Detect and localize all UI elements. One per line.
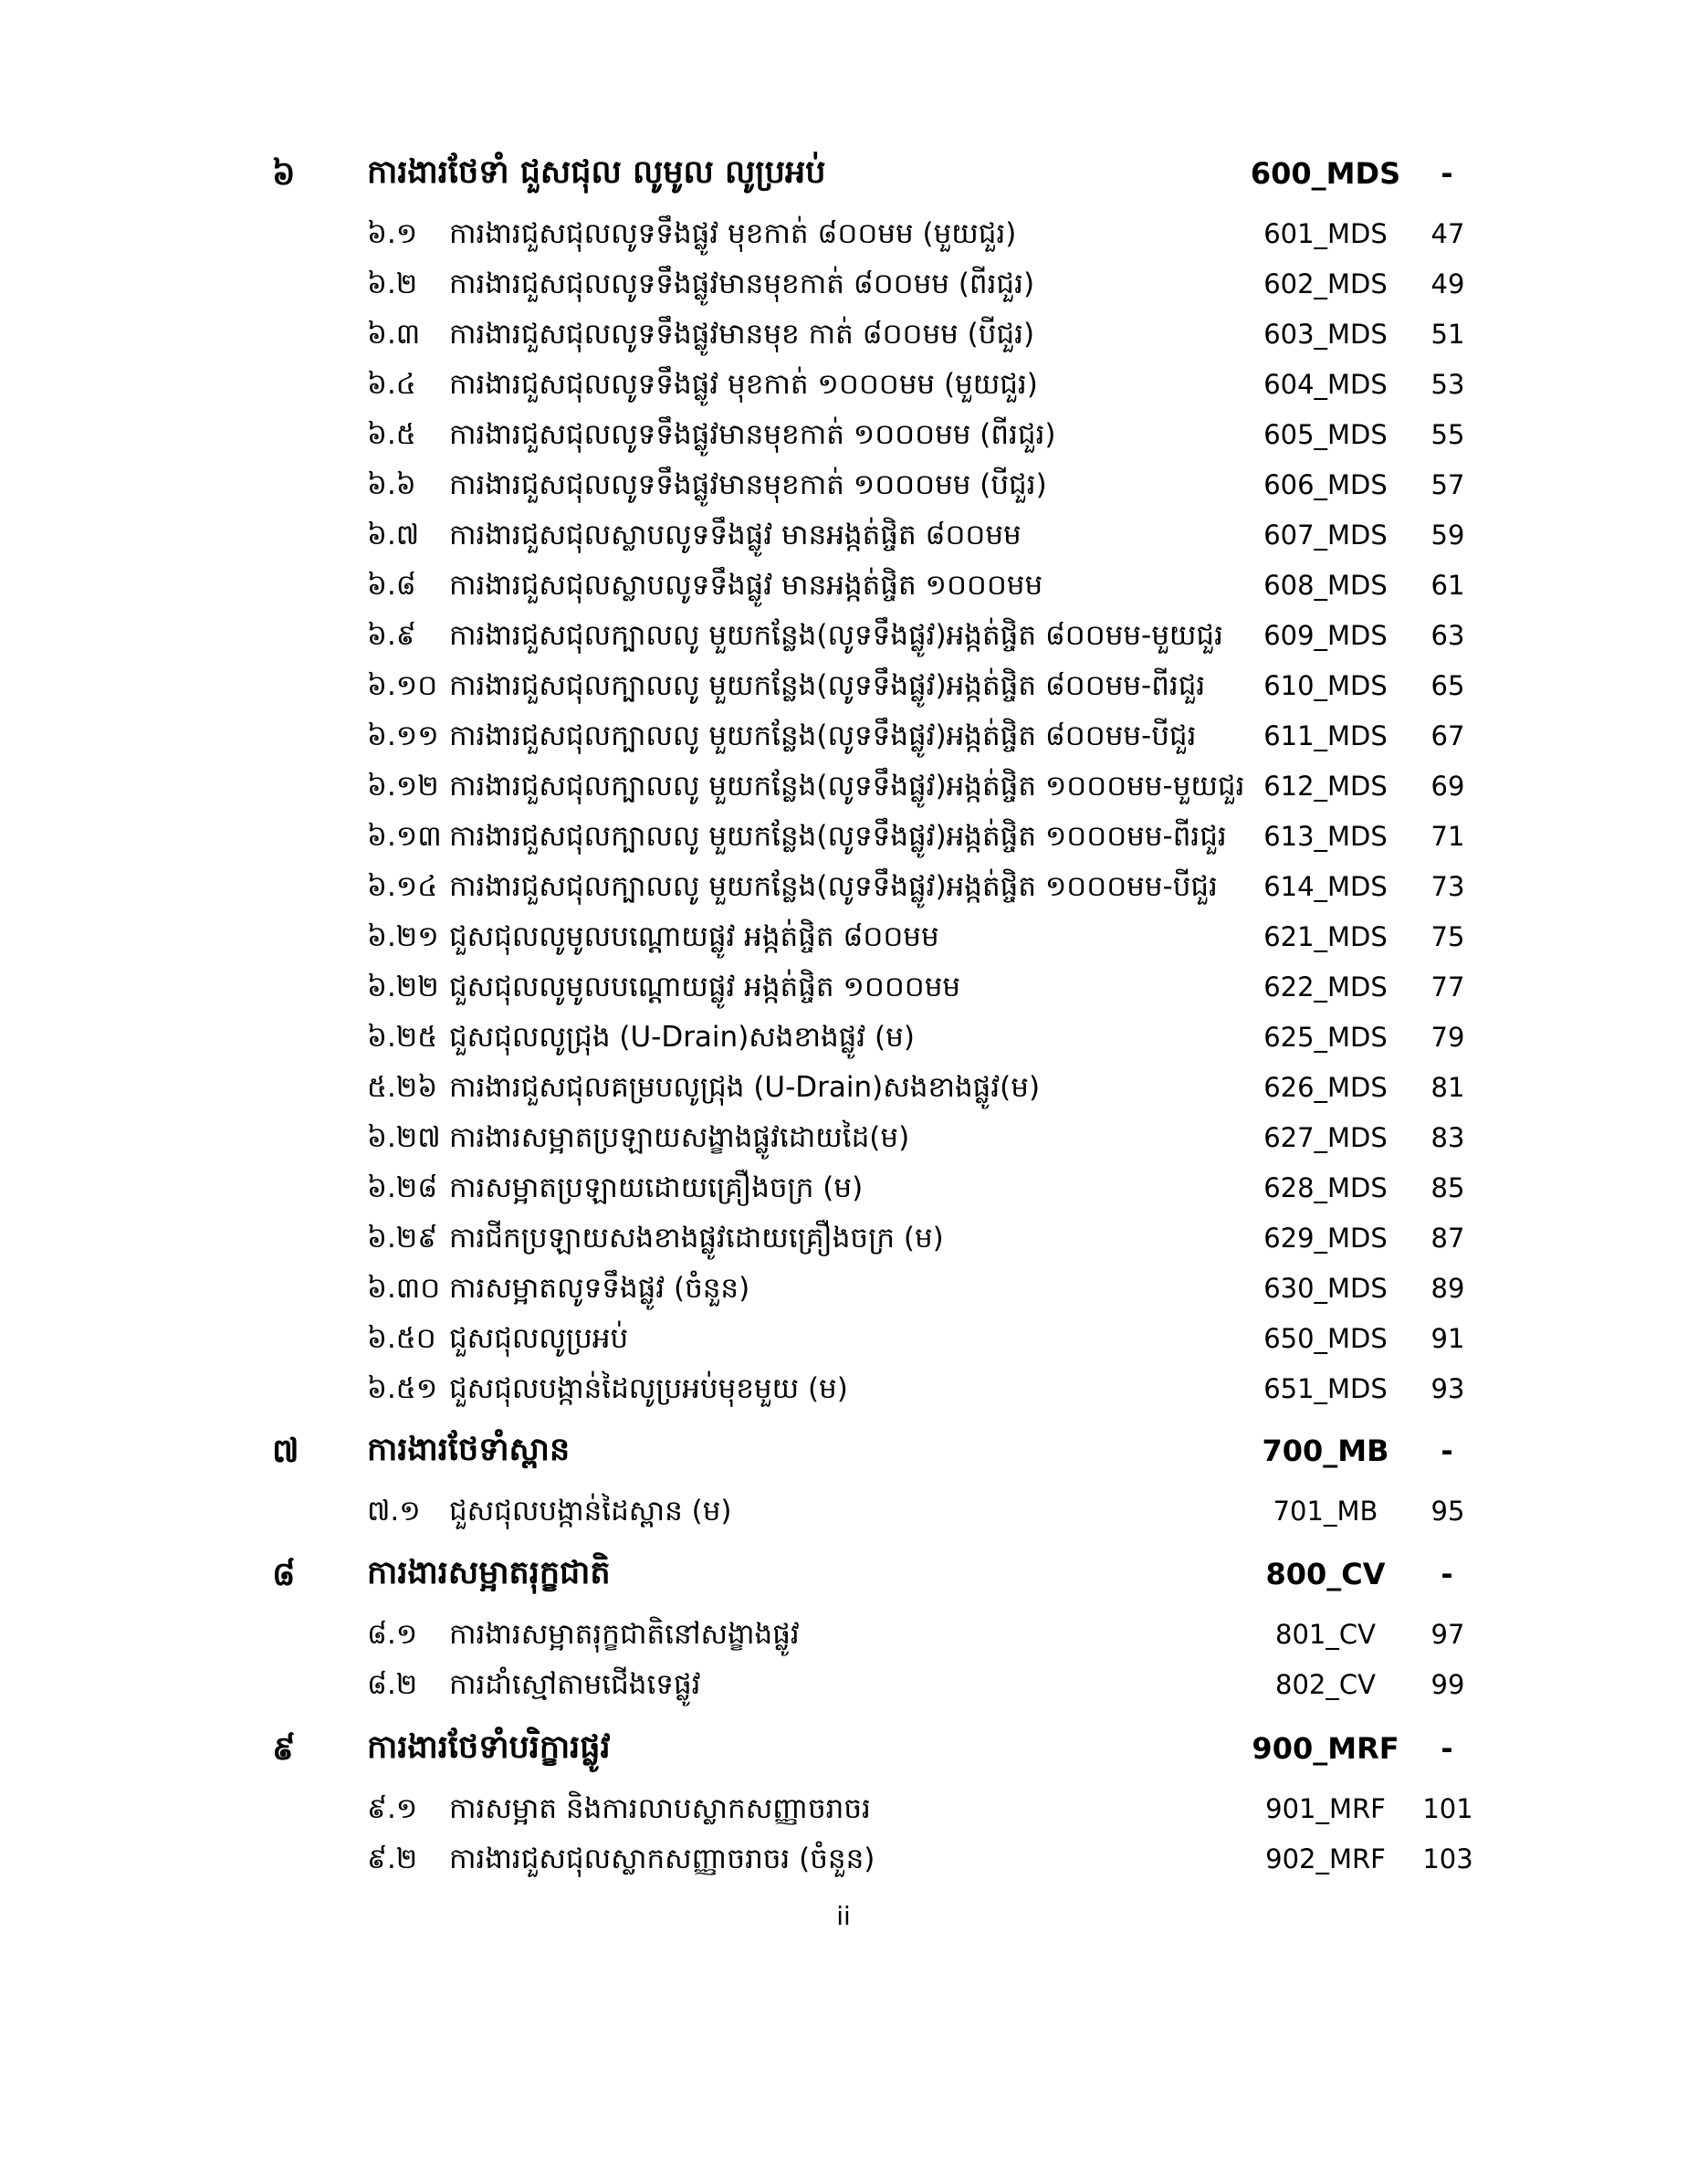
entry-page: 53 bbox=[1430, 369, 1465, 400]
toc-entry bbox=[0, 862, 1687, 912]
entry-page: 57 bbox=[1430, 469, 1465, 500]
toc-entry bbox=[0, 1314, 1687, 1364]
entry-title: ជួសជុលបង្កាន់ដៃលូប្រអប់មុខមួយ (ម) bbox=[449, 1372, 848, 1405]
page-number: ii bbox=[836, 1901, 851, 1931]
entry-number: ៦.២៩ bbox=[367, 1222, 438, 1255]
entry-number: ៦.៥១ bbox=[367, 1372, 438, 1405]
entry-page: 81 bbox=[1430, 1072, 1465, 1103]
entry-code: 802_CV bbox=[1275, 1669, 1376, 1700]
entry-code: 609_MDS bbox=[1263, 620, 1388, 651]
entry-title: ជួសជុលលូជ្រុង (U-Drain)សងខាងផ្លូវ (ម) bbox=[449, 1021, 915, 1054]
entry-page: 73 bbox=[1430, 871, 1465, 902]
entry-number: ៨.២ bbox=[367, 1668, 418, 1701]
entry-code: 611_MDS bbox=[1263, 720, 1388, 751]
entry-number: ៦.២ bbox=[367, 268, 418, 300]
toc-section-8 bbox=[0, 1549, 1687, 1710]
section-title: ការងារថែទាំបរិក្ខារផ្លូវ bbox=[367, 1729, 611, 1766]
entry-page: 59 bbox=[1430, 520, 1465, 551]
entry-page: 75 bbox=[1430, 921, 1465, 952]
entry-title: ការជីកប្រឡាយសងខាងផ្លូវដោយគ្រឿងចក្រ (ម) bbox=[449, 1222, 944, 1255]
entry-page: 101 bbox=[1422, 1793, 1473, 1824]
entry-page: 69 bbox=[1430, 771, 1465, 802]
section-heading bbox=[0, 149, 1687, 209]
entry-number: ៦.៥០ bbox=[367, 1322, 436, 1355]
entry-title: ការងារជួសជុលក្បាលលូ មួយកន្លែង(លូទទឹងផ្លូវ)អង្កត់ផ្ចិត ៨០០មម-មួយជួរ bbox=[449, 619, 1223, 652]
toc-entry bbox=[0, 1063, 1687, 1113]
entry-number: ៦.២៨ bbox=[367, 1171, 438, 1204]
toc-entry bbox=[0, 661, 1687, 711]
entry-title: ការងារជួសជុលក្បាលលូ មួយកន្លែង(លូទទឹងផ្លូវ)អង្កត់ផ្ចិត ១០០០មម-ពីរជួរ bbox=[449, 820, 1227, 853]
entry-page: 97 bbox=[1430, 1619, 1465, 1650]
section-title: ការងារថែទាំស្ពាន bbox=[367, 1432, 571, 1468]
entry-code: 610_MDS bbox=[1263, 670, 1388, 701]
section-heading bbox=[0, 1549, 1687, 1610]
toc-section-6 bbox=[0, 149, 1687, 1414]
section-number: ៨ bbox=[272, 1556, 296, 1593]
entry-title: ជួសជុលបង្កាន់ដៃស្ពាន (ម) bbox=[449, 1495, 732, 1528]
entry-page: 63 bbox=[1430, 620, 1465, 651]
entry-page: 77 bbox=[1430, 971, 1465, 1003]
entry-number: ៧.១ bbox=[367, 1495, 421, 1528]
entry-code: 604_MDS bbox=[1263, 369, 1388, 400]
entry-number: ៦.១៤ bbox=[367, 870, 438, 903]
entry-title: ការងារជួសជុលលូទទឹងផ្លូវមានមុខកាត់ ៨០០មម (ពីរជួរ) bbox=[449, 268, 1035, 300]
entry-number: ៦.២២ bbox=[367, 971, 439, 1003]
entry-number: ៦.៤ bbox=[367, 368, 416, 401]
entry-title: ការងារជួសជុលក្បាលលូ មួយកន្លែង(លូទទឹងផ្លូវ)អង្កត់ផ្ចិត ៨០០មម-បីជួរ bbox=[449, 719, 1197, 752]
toc-entry bbox=[0, 1834, 1687, 1885]
section-heading bbox=[0, 1724, 1687, 1784]
toc-entry bbox=[0, 1486, 1687, 1537]
toc-section-9 bbox=[0, 1724, 1687, 1885]
entry-code: 801_CV bbox=[1275, 1619, 1376, 1650]
entry-code: 606_MDS bbox=[1263, 469, 1388, 500]
entry-title: ការងារជួសជុលស្លាបលូទទឹងផ្លូវ មានអង្កត់ផ្ចិត ១០០០មម bbox=[449, 569, 1043, 602]
toc-entry bbox=[0, 1610, 1687, 1660]
entry-number: ៦.២៧ bbox=[367, 1121, 441, 1154]
toc-entry bbox=[0, 1660, 1687, 1710]
entry-title: ជួសជុលលូមូលបណ្តោយផ្លូវ អង្កត់ផ្ចិត ១០០០មម bbox=[449, 971, 961, 1003]
entry-number: ៦.៥ bbox=[367, 418, 416, 451]
entry-code: 614_MDS bbox=[1263, 871, 1388, 902]
entry-code: 603_MDS bbox=[1263, 319, 1388, 350]
toc-entry bbox=[0, 410, 1687, 460]
entry-title: ការងារសម្អាតប្រឡាយសង្ខាងផ្លូវដោយដៃ(ម) bbox=[449, 1121, 910, 1154]
toc-entry bbox=[0, 812, 1687, 862]
section-title: ការងារថែទាំ ជួសជុល លូមូល លូប្រអប់ bbox=[367, 154, 826, 191]
entry-code: 601_MDS bbox=[1263, 218, 1388, 249]
entry-title: ការងារជួសជុលលូទទឹងផ្លូវមានមុខ កាត់ ៨០០មម (បីជួរ) bbox=[449, 318, 1035, 351]
toc-entry bbox=[0, 360, 1687, 410]
entry-page: 65 bbox=[1430, 670, 1465, 701]
entry-number: ៩.២ bbox=[367, 1843, 418, 1875]
entry-number: ៦.២៥ bbox=[367, 1021, 438, 1054]
entry-page: 93 bbox=[1430, 1373, 1465, 1404]
entry-code: 630_MDS bbox=[1263, 1273, 1388, 1304]
entry-title: ការងារជួសជុលក្បាលលូ មួយកន្លែង(លូទទឹងផ្លូវ)អង្កត់ផ្ចិត ១០០០មម-បីជួរ bbox=[449, 870, 1218, 903]
entry-title: ការងារជួសជុលលូទទឹងផ្លូវ មុខកាត់ ១០០០មម (មួយជួរ) bbox=[449, 368, 1038, 401]
entry-page: 55 bbox=[1430, 419, 1465, 450]
toc-entry bbox=[0, 460, 1687, 510]
entry-page: 83 bbox=[1430, 1122, 1465, 1153]
entry-number: ៨.១ bbox=[367, 1618, 418, 1651]
entry-number: ៩.១ bbox=[367, 1792, 418, 1825]
toc-entry bbox=[0, 761, 1687, 812]
toc-entry bbox=[0, 611, 1687, 661]
section-page: - bbox=[1441, 1557, 1453, 1591]
entry-number: ៦.៧ bbox=[367, 519, 420, 551]
toc-entry bbox=[0, 1163, 1687, 1213]
entry-number: ៦.៨ bbox=[367, 569, 416, 602]
toc-section-7 bbox=[0, 1426, 1687, 1537]
entry-title: ការងារជួសជុលក្បាលលូ មួយកន្លែង(លូទទឹងផ្លូវ)អង្កត់ផ្ចិត ១០០០មម-មួយជួរ bbox=[449, 770, 1245, 803]
toc-entry bbox=[0, 1113, 1687, 1163]
toc-entry bbox=[0, 1364, 1687, 1414]
entry-number: ៦.១ bbox=[367, 217, 418, 250]
entry-code: 622_MDS bbox=[1263, 971, 1388, 1003]
entry-code: 625_MDS bbox=[1263, 1022, 1388, 1053]
toc-entry bbox=[0, 1213, 1687, 1264]
entry-code: 902_MRF bbox=[1265, 1843, 1386, 1874]
entry-code: 605_MDS bbox=[1263, 419, 1388, 450]
entry-title: ការសម្អាតលូទទឹងផ្លូវ (ចំនួន) bbox=[449, 1272, 750, 1305]
entry-number: ៦.៩ bbox=[367, 619, 416, 652]
section-page: - bbox=[1441, 1731, 1453, 1766]
entry-title: ការងារជួសជុលស្លាកសញ្ញាចរាចរ (ចំនួន) bbox=[449, 1843, 875, 1875]
entry-code: 650_MDS bbox=[1263, 1323, 1388, 1354]
section-page: - bbox=[1441, 156, 1453, 191]
section-heading bbox=[0, 1426, 1687, 1486]
entry-code: 613_MDS bbox=[1263, 821, 1388, 852]
entry-number: ៦.៣ bbox=[367, 318, 421, 351]
entry-number: ៥.២៦ bbox=[367, 1071, 438, 1104]
entry-code: 612_MDS bbox=[1263, 771, 1388, 802]
entry-title: ការងារជួសជុលលូទទឹងផ្លូវមានមុខកាត់ ១០០០មម (បីជួរ) bbox=[449, 468, 1047, 501]
entry-number: ៦.២១ bbox=[367, 920, 439, 953]
entry-title: ការដាំស្មៅតាមជើងទេផ្លូវ bbox=[449, 1668, 701, 1701]
entry-code: 602_MDS bbox=[1263, 268, 1388, 299]
entry-code: 901_MRF bbox=[1265, 1793, 1386, 1824]
entry-title: ការងារជួសជុលលូទទឹងផ្លូវមានមុខកាត់ ១០០០មម (ពីរជួរ) bbox=[449, 418, 1056, 451]
entry-title: ជួសជុលលូប្រអប់ bbox=[449, 1322, 629, 1355]
entry-code: 627_MDS bbox=[1263, 1122, 1388, 1153]
entry-title: ការសម្អាតប្រឡាយដោយគ្រឿងចក្រ (ម) bbox=[449, 1171, 864, 1204]
entry-page: 95 bbox=[1430, 1496, 1465, 1527]
section-page: - bbox=[1441, 1433, 1453, 1468]
entry-page: 85 bbox=[1430, 1172, 1465, 1203]
entry-page: 79 bbox=[1430, 1022, 1465, 1053]
entry-title: ការសម្អាត និងការលាបស្លាកសញ្ញាចរាចរ bbox=[449, 1792, 871, 1825]
entry-title: ការងារជួសជុលគម្របលូជ្រុង (U-Drain)សងខាងផ្លូវ(ម) bbox=[449, 1071, 1041, 1104]
toc-entry bbox=[0, 1013, 1687, 1063]
section-code: 800_CV bbox=[1265, 1557, 1386, 1591]
entry-page: 87 bbox=[1430, 1223, 1465, 1254]
entry-number: ៦.១៣ bbox=[367, 820, 442, 853]
entry-title: ការងារជួសជុលលូទទឹងផ្លូវ មុខកាត់ ៨០០មម (មួយជួរ) bbox=[449, 217, 1017, 250]
section-title: ការងារសម្អាតរុក្ខជាតិ bbox=[367, 1555, 611, 1591]
section-number: ៧ bbox=[272, 1433, 299, 1470]
entry-code: 651_MDS bbox=[1263, 1373, 1388, 1404]
entry-page: 51 bbox=[1430, 319, 1465, 350]
toc-entry bbox=[0, 259, 1687, 310]
entry-page: 67 bbox=[1430, 720, 1465, 751]
entry-page: 103 bbox=[1422, 1843, 1473, 1874]
section-code: 600_MDS bbox=[1250, 156, 1401, 191]
toc-entry bbox=[0, 310, 1687, 360]
entry-page: 71 bbox=[1430, 821, 1465, 852]
section-number: ៩ bbox=[272, 1730, 296, 1768]
toc-entry bbox=[0, 912, 1687, 962]
entry-page: 61 bbox=[1430, 570, 1465, 601]
entry-code: 626_MDS bbox=[1263, 1072, 1388, 1103]
entry-page: 49 bbox=[1430, 268, 1465, 299]
entry-page: 47 bbox=[1430, 218, 1465, 249]
entry-code: 628_MDS bbox=[1263, 1172, 1388, 1203]
entry-title: ការងារសម្អាតរុក្ខជាតិនៅសង្ខាងផ្លូវ bbox=[449, 1618, 800, 1651]
section-code: 900_MRF bbox=[1252, 1731, 1399, 1766]
entry-number: ៦.៦ bbox=[367, 468, 416, 501]
entry-number: ៦.១២ bbox=[367, 770, 439, 803]
entry-code: 621_MDS bbox=[1263, 921, 1388, 952]
toc-entry bbox=[0, 711, 1687, 761]
toc-entry bbox=[0, 962, 1687, 1013]
entry-title: ជួសជុលលូមូលបណ្តោយផ្លូវ អង្កត់ផ្ចិត ៨០០មម bbox=[449, 920, 939, 953]
toc-entry bbox=[0, 209, 1687, 259]
toc-entry bbox=[0, 1264, 1687, 1314]
entry-number: ៦.៣០ bbox=[367, 1272, 441, 1305]
entry-page: 99 bbox=[1430, 1669, 1465, 1700]
entry-code: 607_MDS bbox=[1263, 520, 1388, 551]
entry-code: 701_MB bbox=[1273, 1496, 1378, 1527]
entry-number: ៦.១០ bbox=[367, 669, 438, 702]
entry-page: 91 bbox=[1430, 1323, 1465, 1354]
entry-code: 608_MDS bbox=[1263, 570, 1388, 601]
toc-entry bbox=[0, 1784, 1687, 1834]
entry-number: ៦.១១ bbox=[367, 719, 439, 752]
entry-title: ការងារជួសជុលក្បាលលូ មួយកន្លែង(លូទទឹងផ្លូវ)អង្កត់ផ្ចិត ៨០០មម-ពីរជួរ bbox=[449, 669, 1206, 702]
toc-entry bbox=[0, 561, 1687, 611]
entry-page: 89 bbox=[1430, 1273, 1465, 1304]
entry-code: 629_MDS bbox=[1263, 1223, 1388, 1254]
entry-title: ការងារជួសជុលស្លាបលូទទឹងផ្លូវ មានអង្កត់ផ្ចិត ៨០០មម bbox=[449, 519, 1022, 551]
toc-entry bbox=[0, 510, 1687, 561]
section-number: ៦ bbox=[272, 155, 296, 193]
section-code: 700_MB bbox=[1262, 1433, 1389, 1468]
